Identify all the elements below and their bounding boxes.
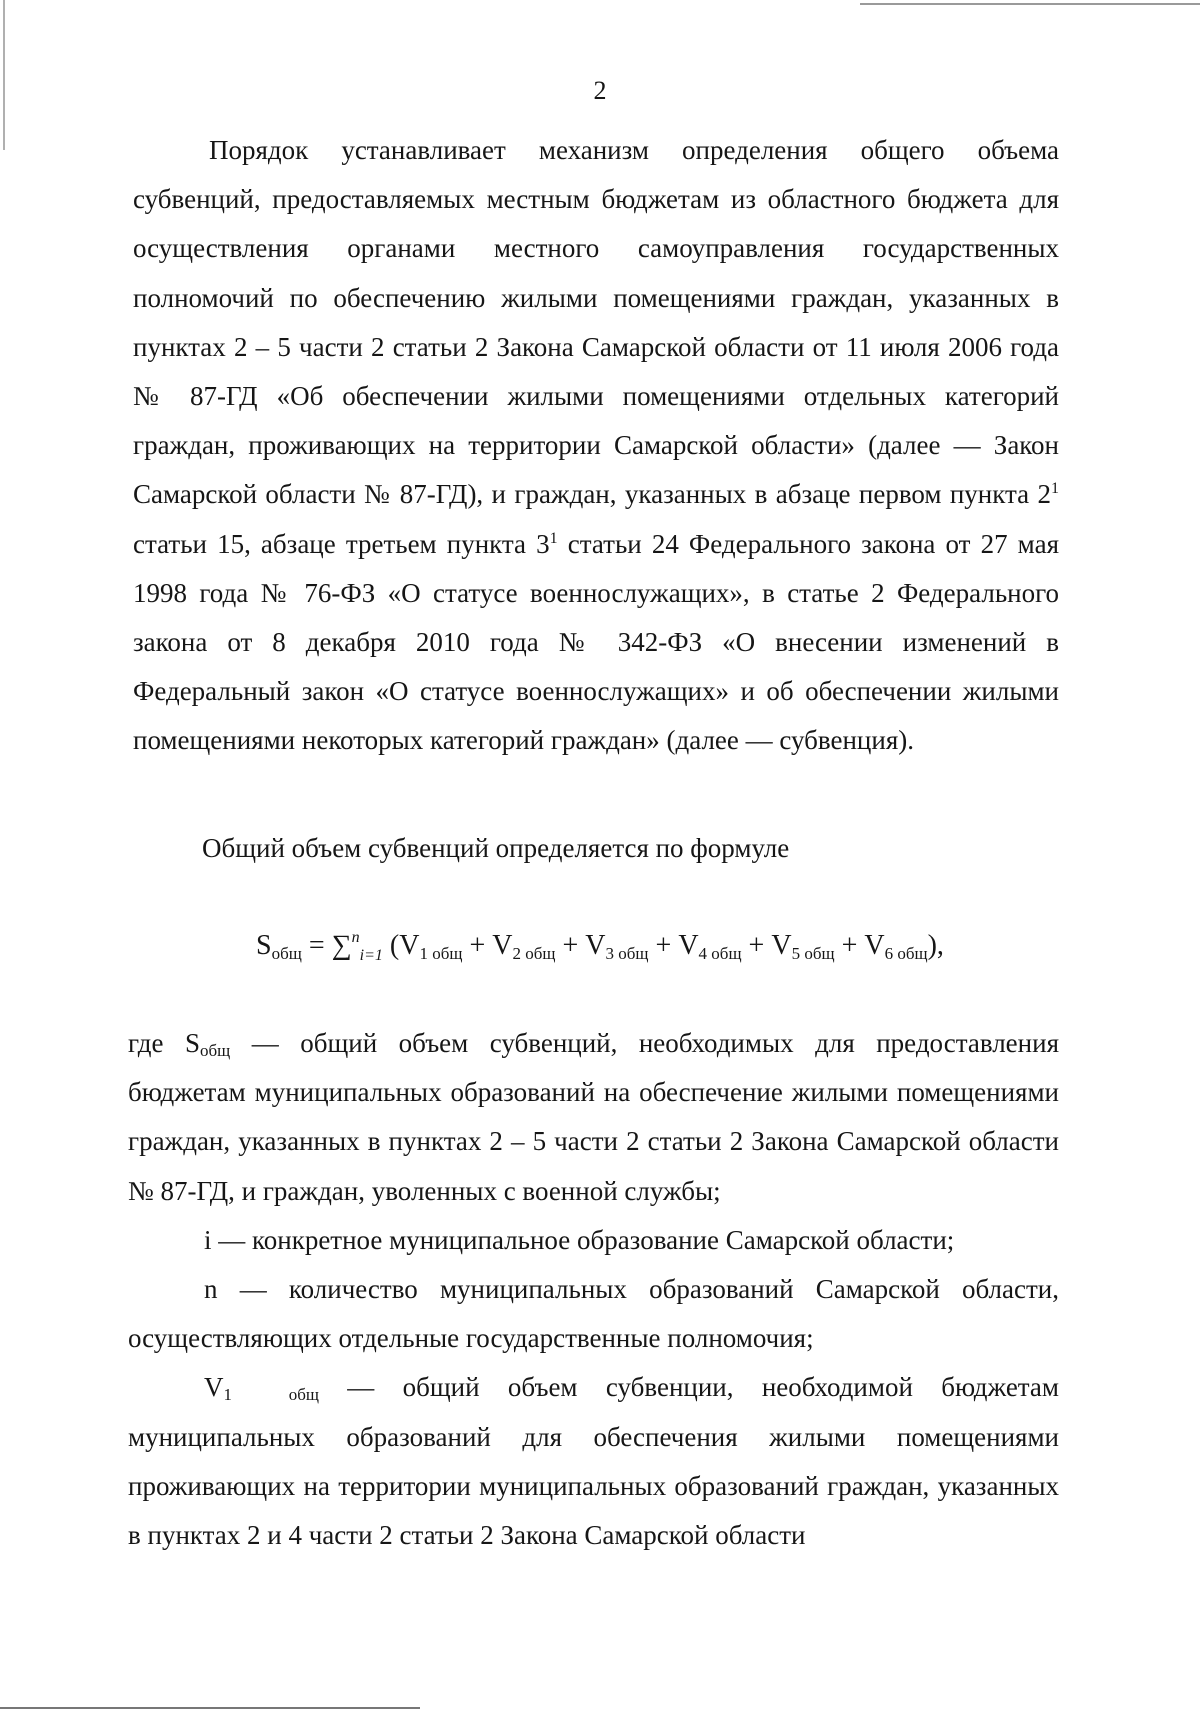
paragraph-intro xyxy=(133,126,1059,766)
page-number: 2 xyxy=(593,76,607,105)
formula-equals: = xyxy=(301,930,332,961)
paragraph-intro-part3: статьи 24 Федерального закона от 27 мая 1998 года № 76-ФЗ «О статусе военнослужащих», в статье 2 Федерального закона от 8 декабря 2010 года № 342-ФЗ «О внесении изменений в Федеральный закон «О статусе военнослужащих» и об обеспечении жилыми помещениями некоторых категорий граждан» (далее — субвенция). xyxy=(133,528,1059,756)
formula-term-4: $V_{4 общ}$ xyxy=(678,930,742,963)
sigma-lower: i=1 xyxy=(359,947,383,964)
sigma-symbol: ∑ xyxy=(331,930,352,961)
formula-lhs: S xyxy=(256,930,272,961)
sigma-upper: n xyxy=(351,929,360,946)
definition-s-obsh: где $S_{общ}$ — общий объем субвенций, необходимых для предоставления бюджетам муниципальных образований на обеспечение жилыми помещениями граждан, указанных в пунктах 2 – 5 части 2 статьи 2 Закона Самарской области № 87-ГД, и граждан, уволенных с военной службы; xyxy=(128,1028,1059,1206)
paragraph-intro-part1: Порядок устанавливает механизм определения общего объема субвенций, предоставляемых местным бюджетам из областного бюджета для осуществления органами местного самоуправления государственных полномочий по обеспечению жилыми помещениями граждан, указанных в пунктах 2 – 5 части 2 статьи 2 Закона Самарской области от 11 июля 2006 года № 87-ГД «Об обеспечении жилыми помещениями отдельных категорий граждан, проживающих на территории Самарской области» (далее — Закон Самарской области № 87-ГД), и граждан, указанных в абзаце первом пункта 2 xyxy=(133,135,1059,510)
formula-sigma xyxy=(331,929,383,964)
definition-n: n — количество муниципальных образований Самарской области, осуществляющих отдельные государственные полномочия; xyxy=(128,1274,1059,1354)
paragraph-intro-part2: статьи 15, абзаце третьем пункта 3 xyxy=(133,528,550,559)
definitions-block xyxy=(128,1019,1059,1560)
definition-i: i — конкретное муниципальное образование Самарской области; xyxy=(204,1224,955,1255)
paragraph-formula-intro: Общий объем субвенций определяется по формуле xyxy=(202,833,790,863)
formula-term-1: $V_{1 общ}$ xyxy=(399,930,463,963)
formula-tail: ), xyxy=(927,930,944,961)
superscript-1: 1 xyxy=(1051,480,1059,498)
superscript-2: 1 xyxy=(549,529,558,547)
scan-edge-bottom xyxy=(0,1707,420,1709)
definition-v1: $V_1$ $_{общ}$ — общий объем субвенции, необходимой бюджетам муниципальных образований для обеспечения жилыми помещениями проживающих на территории муниципальных образований граждан, указанных в пунктах 2 и 4 части 2 статьи 2 Закона Самарской области xyxy=(128,1372,1060,1551)
formula-term-6: $V_{6 общ}$ xyxy=(864,930,928,963)
formula-lhs-sub: общ xyxy=(271,944,302,963)
formula-term-3: $V_{3 общ}$ xyxy=(585,930,649,963)
formula-term-2: $V_{2 общ}$ xyxy=(492,930,556,963)
scan-edge-top xyxy=(860,3,1200,5)
formula-term-5: $V_{5 общ}$ xyxy=(771,930,835,963)
formula: $S_{общ} = \sum^n_{i=1}$ $(V_{1 общ} + V_{2 общ} + V_{3 общ} + V_{4 общ} + V_{5 общ} + V_{6 общ})$, xyxy=(256,929,944,964)
scan-edge-left xyxy=(3,0,5,150)
